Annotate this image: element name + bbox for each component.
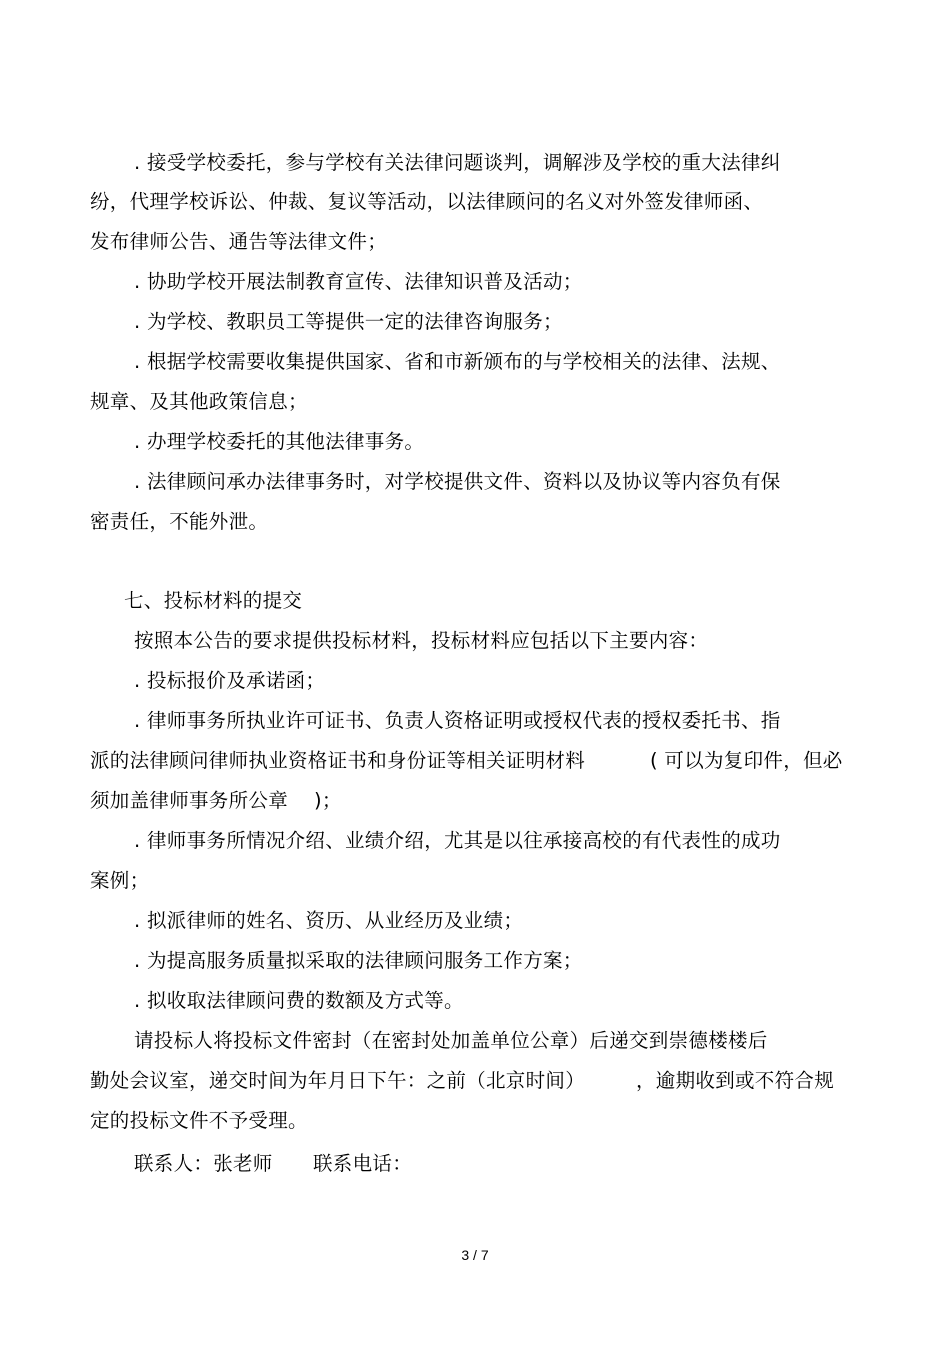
submission-line-1: 请投标人将投标文件密封（在密封处加盖单位公章）后递交到崇德楼楼后 <box>134 1029 768 1052</box>
submission-line-2-tail: ，逾期收到或不符合规 <box>636 1069 835 1092</box>
duty-item-1-line-2: 纷，代理学校诉讼、仲裁、复议等活动，以法律顾问的名义对外签发律师函、 <box>90 190 764 213</box>
duty-item-6-line-2: 密责任，不能外泄。 <box>90 510 269 533</box>
page-number: 3 / 7 <box>461 1247 489 1263</box>
material-item-2-line-3-paren: )； <box>314 789 342 812</box>
material-item-2-line-3: 须加盖律师事务所公章 <box>90 789 289 812</box>
material-item-1: . 投标报价及承诺函； <box>134 669 326 692</box>
duty-item-3: . 为学校、教职员工等提供一定的法律咨询服务； <box>134 310 563 333</box>
material-item-6: . 拟收取法律顾问费的数额及方式等。 <box>134 989 464 1012</box>
duty-item-1-line-1: . 接受学校委托，参与学校有关法律问题谈判，调解涉及学校的重大法律纠 <box>134 151 781 174</box>
duty-item-6-line-1: . 法律顾问承办法律事务时，对学校提供文件、资料以及协议等内容负有保 <box>134 470 781 493</box>
duty-item-5: . 办理学校委托的其他法律事务。 <box>134 430 425 453</box>
material-item-3-line-2: 案例； <box>90 869 150 892</box>
submission-line-3: 定的投标文件不予受理。 <box>90 1109 308 1132</box>
section-7-intro: 按照本公告的要求提供投标材料，投标材料应包括以下主要内容： <box>134 629 709 652</box>
material-item-5: . 为提高服务质量拟采取的法律顾问服务工作方案； <box>134 949 583 972</box>
duty-item-4-line-1: . 根据学校需要收集提供国家、省和市新颁布的与学校相关的法律、法规、 <box>134 350 781 373</box>
contact-person: 联系人：张老师 <box>134 1152 273 1175</box>
material-item-3-line-1: . 律师事务所情况介绍、业绩介绍，尤其是以往承接高校的有代表性的成功 <box>134 829 781 852</box>
duty-item-4-line-2: 规章、及其他政策信息； <box>90 390 308 413</box>
material-item-4: . 拟派律师的姓名、资历、从业经历及业绩； <box>134 909 524 932</box>
material-item-2-line-1: . 律师事务所执业许可证书、负责人资格证明或授权代表的授权委托书、指 <box>134 709 781 732</box>
material-item-2-line-2-paren: ( 可以为复印件，但必 <box>650 749 843 772</box>
section-7-heading: 七、投标材料的提交 <box>124 589 303 612</box>
duty-item-2: . 协助学校开展法制教育宣传、法律知识普及活动； <box>134 270 583 293</box>
contact-phone: 联系电话： <box>313 1152 413 1175</box>
duty-item-1-line-3: 发布律师公告、通告等法律文件； <box>90 230 388 253</box>
material-item-2-line-2: 派的法律顾问律师执业资格证书和身份证等相关证明材料 <box>90 749 586 772</box>
submission-line-2: 勤处会议室，递交时间为年月日下午：之前（北京时间） <box>90 1069 586 1092</box>
